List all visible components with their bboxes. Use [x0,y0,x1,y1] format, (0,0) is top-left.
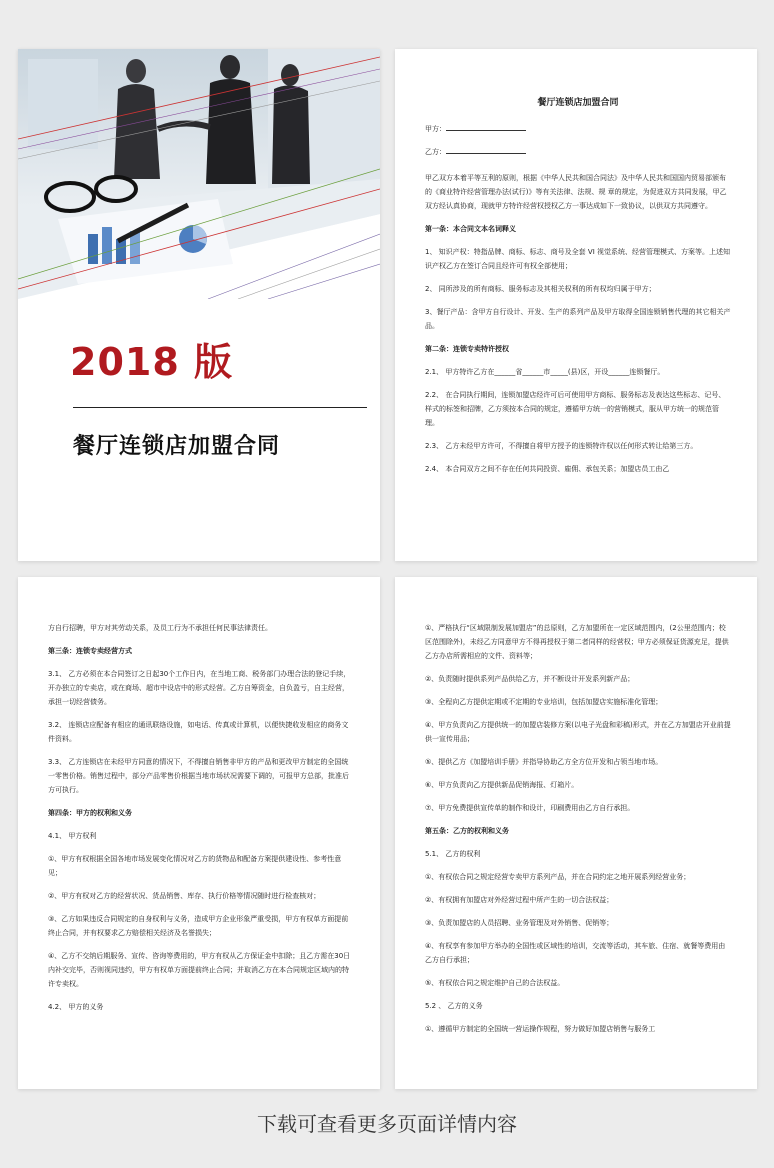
article-heading: 第二条：连锁专卖特许授权 [425,345,509,353]
cover-year: 2018 版 [70,340,233,384]
sub-heading: 4.2、 甲方的义务 [48,1003,104,1011]
contract-page-3 [395,577,757,1089]
paragraph: 1、 知识产权：特指品牌、商标、标志、商号及全套 VI 视觉系统、经营管理模式、方案等。上述知识产权乙方在签订合同且经许可有权全部使用； [425,248,730,270]
cover-photo [18,49,380,299]
paragraph: 2.4、 本合同双方之间不存在任何共同投资、雇佣、承包关系；加盟店员工由乙 [425,465,670,473]
paragraph: ②、负责随时提供系列产品供给乙方，并不断设计开发系列新产品； [425,675,635,683]
paragraph: ⑤、提供乙方《加盟培训手册》并指导协助乙方全方位开发和占领当地市场。 [425,758,663,766]
contract-title: 餐厅连锁店加盟合同 [537,98,619,108]
paragraph: 方自行招聘，甲方对其劳动关系，及员工行为不承担任何民事法律责任。 [48,624,272,632]
paragraph: ①、甲方有权根据全国各地市场发展变化情况对乙方的货物品和配备方案提供建设性、参考性意见； [48,855,342,877]
paragraph: ③、负责加盟店的人员招聘、业务管理及对外销售、促销等； [425,919,614,927]
paragraph: ①、有权依合同之规定经营专卖甲方系列产品，并在合同约定之地开展系列经营业务； [425,873,691,881]
cover-page [18,49,380,561]
paragraph: ②、甲方有权对乙方的经营状况、货品销售、库存、执行价格等情况随时进行检查核对； [48,892,321,900]
party-a-label: 甲方： [425,125,446,133]
sub-heading: 5.2 、 乙方的义务 [425,1002,483,1010]
paragraph: 3.1、 乙方必须在本合同签订之日起30个工作日内，在当地工商、税务部门办理合法的登记手续，开办独立的专卖店，或在商场、超市中设店中的形式经营。乙方自筹资金，自负盈亏，自主经营，承担一切经营债务。 [48,670,351,706]
party-a-line [425,122,731,136]
paragraph: ④、甲方负责向乙方提供统一的加盟店装修方案(以电子光盘和彩稿)形式，并在乙方加盟店开业前提供一宣传用品； [425,721,731,743]
sub-heading: 4.1、 甲方权利 [48,832,97,840]
paragraph: 3、餐厅产品：含甲方自行设计、开发、生产的系列产品及甲方取得全国连锁销售代理的其它相关产品。 [425,308,731,330]
paragraph: 2、 同所涉及的所有商标、服务标志及其相关权利的所有权均归属于甲方； [425,285,656,293]
contract-page-2 [18,577,380,1089]
party-b-label: 乙方： [425,148,446,156]
article-heading: 第一条：本合同文本名词释义 [425,225,516,233]
paragraph: 甲乙双方本着平等互利的原则，根据《中华人民共和国合同法》及中华人民共和国国内贸易部颁布的《商业特许经营管理办法(试行)》等有关法律、法规、规 章的规定，为促进双方共同发展，甲乙双方经认真协商，现就甲方特许经营权授权乙方一事达成如下一致协议，以供双方共同遵守。 [425,174,727,210]
paragraph: ①、遵循甲方制定的全国统一营运操作规程，努力做好加盟店销售与服务工 [425,1025,656,1033]
party-b-line [425,145,731,159]
party-b-blank [446,146,526,154]
paragraph: 2.1、 甲方特许乙方在______省______市_____(县)区，开设______连锁餐厅。 [425,368,665,376]
paragraph: ⑦、甲方免费提供宣传单的制作和设计，印刷费用由乙方自行承担。 [425,804,635,812]
paragraph: 3.3、 乙方连锁店在未经甲方同意的情况下，不得擅自销售非甲方的产品和更改甲方制定的全国统一零售价格。销售过程中，部分产品零售价根据当地市场状况需要下调的，可报甲方总部，批准后方可执行。 [48,758,349,794]
paragraph: ④、有权享有参加甲方举办的全国性或区域性的培训，交流等活动，其车旅、住宿、就餐等费用由乙方自行承担； [425,942,726,964]
cover-title: 餐厅连锁店加盟合同 [73,434,281,459]
paragraph: ③、全程向乙方提供定期或不定期的专业培训，包括加盟店实施标准化管理； [425,698,663,706]
download-more-link[interactable]: 下载可查看更多页面详情内容 [257,1112,517,1136]
article-heading: 第四条：甲方的权利和义务 [48,809,132,817]
sub-heading: 5.1、 乙方的权利 [425,850,481,858]
paragraph: ①、严格执行“区域限制发展加盟店”的总原则，乙方加盟所在一定区域范围内，(2公里范围内；校区范围除外)，未经乙方同意甲方不得再授权于第二者同样的经营权；甲方必须保证货源充足，提供乙方办店所需相应的文件、资料等； [425,624,729,660]
paragraph: ⑤、有权依合同之规定维护自己的合法权益。 [425,979,565,987]
paragraph: 3.2、 连锁店应配备有相应的通讯联络设施，如电话、传真或计算机，以便快捷收发相应的商务文件资料。 [48,721,349,743]
paragraph: 2.2、 在合同执行期间，连锁加盟店经许可后可使用甲方商标、服务标志及表达这些标志、记号、样式的标签和招牌，乙方须按本合同的规定，遵循甲方统一的营销模式，服从甲方统一的规范管理。 [425,391,726,427]
article-heading: 第三条：连锁专卖经营方式 [48,647,132,655]
party-a-blank [446,123,526,131]
cover-divider [73,407,367,408]
paragraph: ④、乙方不交纳后期服务、宣传、咨询等费用的，甲方有权从乙方保证金中扣除；且乙方需在30日内补交完毕，否则视同违约，甲方有权单方面提前终止合同；并取消乙方在本合同规定区域内的特许专卖权。 [48,952,351,988]
paragraph: ②、有权拥有加盟店对外经营过程中所产生的一切合法权益； [425,896,614,904]
paragraph: ⑥、甲方负责向乙方提供新品促销海报、灯箱片。 [425,781,579,789]
paragraph: ③、乙方如果违反合同规定的自身权利与义务，造成甲方企业形象严重受损，甲方有权单方面提前终止合同，并有权要求乙方赔偿相关经济及名誉损失； [48,915,349,937]
article-heading: 第五条：乙方的权利和义务 [425,827,509,835]
contract-page-1 [395,49,757,561]
paragraph: 2.3、 乙方未经甲方许可，不得擅自将甲方授予的连锁特许权以任何形式转让给第三方。 [425,442,698,450]
